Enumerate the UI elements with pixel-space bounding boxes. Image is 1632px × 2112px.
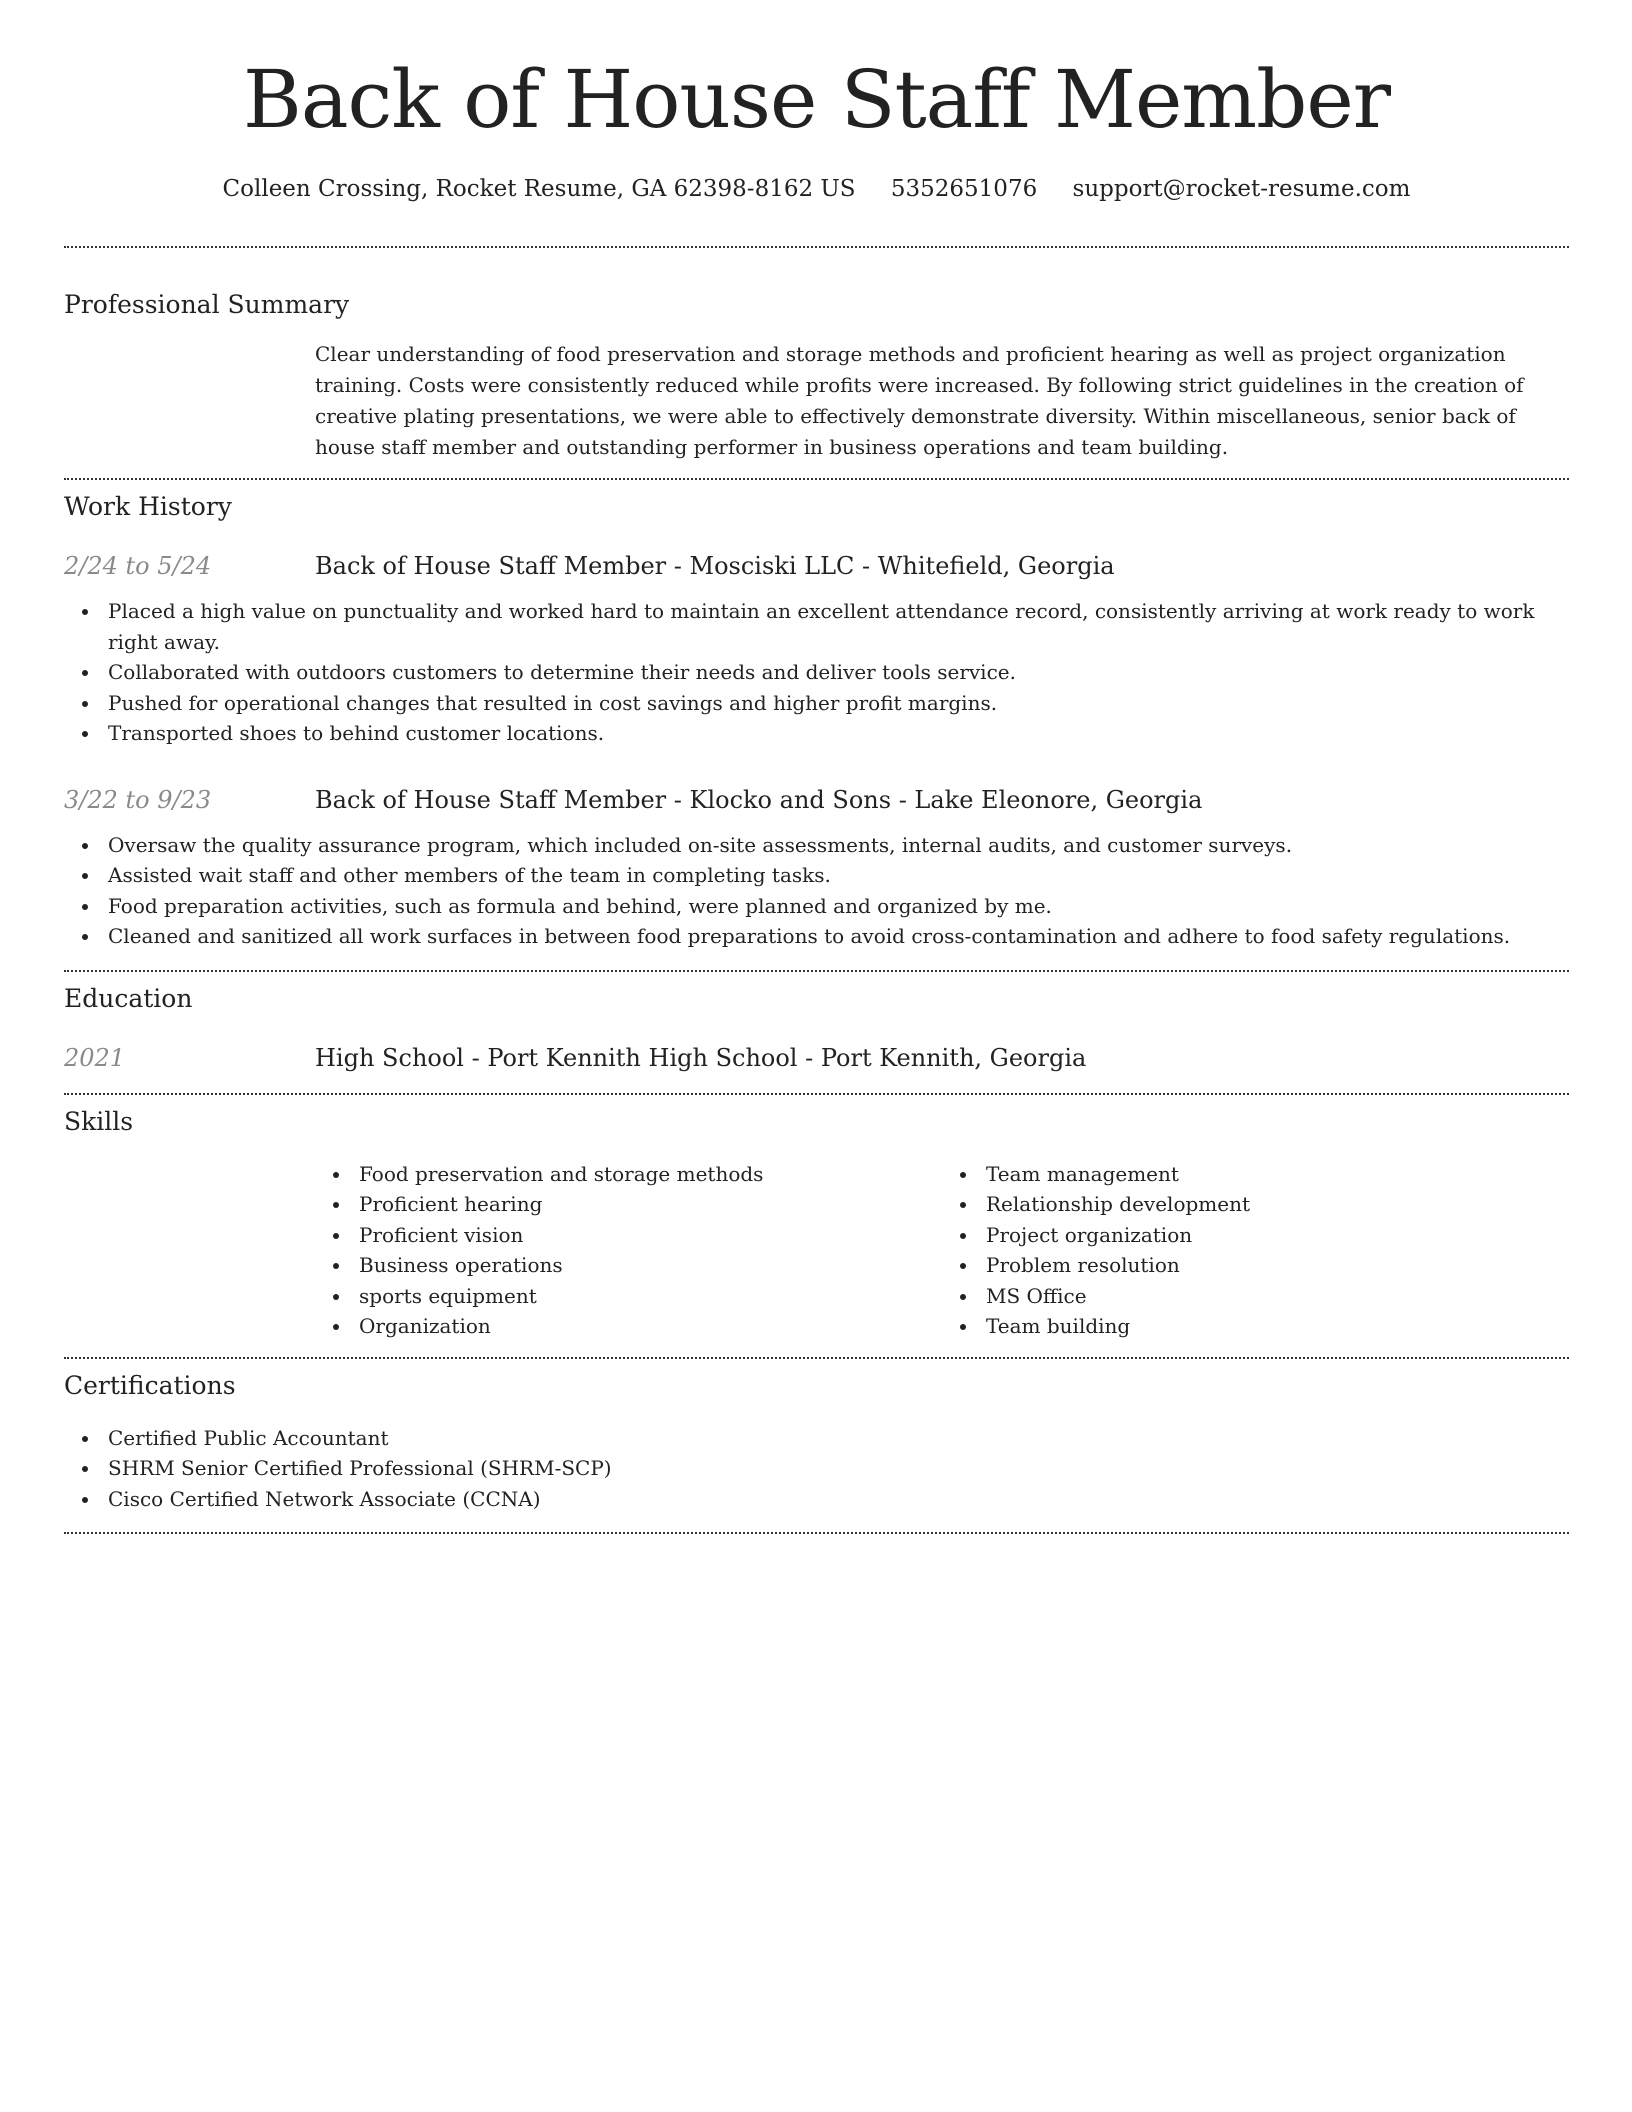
list-item: MS Office — [986, 1281, 1569, 1312]
list-item: Cisco Certified Network Associate (CCNA) — [108, 1484, 1569, 1515]
divider — [64, 1357, 1569, 1359]
list-item: Organization — [359, 1311, 942, 1342]
list-item: Placed a high value on punctuality and worked hard to maintain an excellent attendance record, consistently arriving at work ready to work right away. — [108, 596, 1569, 657]
skills-section — [64, 1105, 1569, 1342]
list-item: Relationship development — [986, 1189, 1569, 1220]
certifications-title: Certifications — [64, 1370, 236, 1400]
job-bullets — [64, 830, 1569, 952]
summary-title: Professional Summary — [64, 290, 350, 319]
job-entry — [64, 783, 1569, 952]
contact-phone: 5352651076 — [890, 176, 1038, 202]
list-item: Oversaw the quality assurance program, which included on-site assessments, internal audits, and customer surveys. — [108, 830, 1569, 861]
contact-email: support@rocket-resume.com — [1072, 176, 1411, 202]
work-title: Work History — [64, 492, 232, 521]
skills-columns — [315, 1159, 1569, 1342]
list-item: sports equipment — [359, 1281, 942, 1312]
divider — [64, 478, 1569, 480]
list-item: Certified Public Accountant — [108, 1423, 1569, 1454]
divider — [64, 970, 1569, 972]
list-item: Problem resolution — [986, 1250, 1569, 1281]
job-bullets — [64, 596, 1569, 749]
list-item: Cleaned and sanitized all work surfaces in between food preparations to avoid cross-contamination and adhere to food safety regulations. — [108, 921, 1569, 952]
education-section — [64, 982, 1569, 1075]
skills-list-left — [315, 1159, 942, 1342]
resume-page — [64, 0, 1569, 1534]
list-item: Proficient vision — [359, 1220, 942, 1251]
job-title: Back of House Staff Member - Klocko and Sons - Lake Eleonore, Georgia — [315, 785, 1203, 814]
list-item: Collaborated with outdoors customers to determine their needs and deliver tools service. — [108, 657, 1569, 688]
education-title: Education — [64, 983, 193, 1013]
summary-text: Clear understanding of food preservation and storage methods and proficient hearing as well as project organization training. Costs were consistently reduced while profits were increased. By following strict guidelines in the creation of creative plating presentations, we were able to effectively demonstrate diversity. Within miscellaneous, senior back of house staff member and outstanding performer in business operations and team building. — [315, 342, 1524, 459]
work-section — [64, 490, 1569, 952]
list-item: Proficient hearing — [359, 1189, 942, 1220]
job-entry — [64, 549, 1569, 749]
contact-line — [64, 172, 1569, 206]
divider — [64, 1532, 1569, 1534]
education-entry — [64, 1041, 1569, 1075]
list-item: Pushed for operational changes that resulted in cost savings and higher profit margins. — [108, 688, 1569, 719]
list-item: SHRM Senior Certified Professional (SHRM-SCP) — [108, 1453, 1569, 1484]
list-item: Team building — [986, 1311, 1569, 1342]
list-item: Team management — [986, 1159, 1569, 1190]
contact-address: Colleen Crossing, Rocket Resume, GA 62398-8162 US — [222, 176, 856, 202]
summary-section — [64, 288, 1569, 463]
divider — [64, 1093, 1569, 1095]
job-dates: 2/24 to 5/24 — [64, 552, 212, 580]
list-item: Project organization — [986, 1220, 1569, 1251]
resume-name: Back of House Staff Member — [243, 53, 1390, 146]
job-title: Back of House Staff Member - Mosciski LLC - Whitefield, Georgia — [315, 552, 1115, 580]
list-item: Business operations — [359, 1250, 942, 1281]
certifications-section — [64, 1369, 1569, 1515]
skills-list-right — [942, 1159, 1569, 1342]
job-dates: 3/22 to 9/23 — [64, 785, 212, 814]
education-detail: High School - Port Kennith High School - Port Kennith, Georgia — [315, 1043, 1087, 1072]
list-item: Assisted wait staff and other members of the team in completing tasks. — [108, 860, 1569, 891]
divider — [64, 246, 1569, 248]
skills-title: Skills — [64, 1106, 134, 1136]
education-year: 2021 — [64, 1043, 126, 1072]
list-item: Transported shoes to behind customer locations. — [108, 718, 1569, 749]
certifications-list — [64, 1423, 1569, 1515]
list-item: Food preservation and storage methods — [359, 1159, 942, 1190]
list-item: Food preparation activities, such as formula and behind, were planned and organized by me. — [108, 891, 1569, 922]
